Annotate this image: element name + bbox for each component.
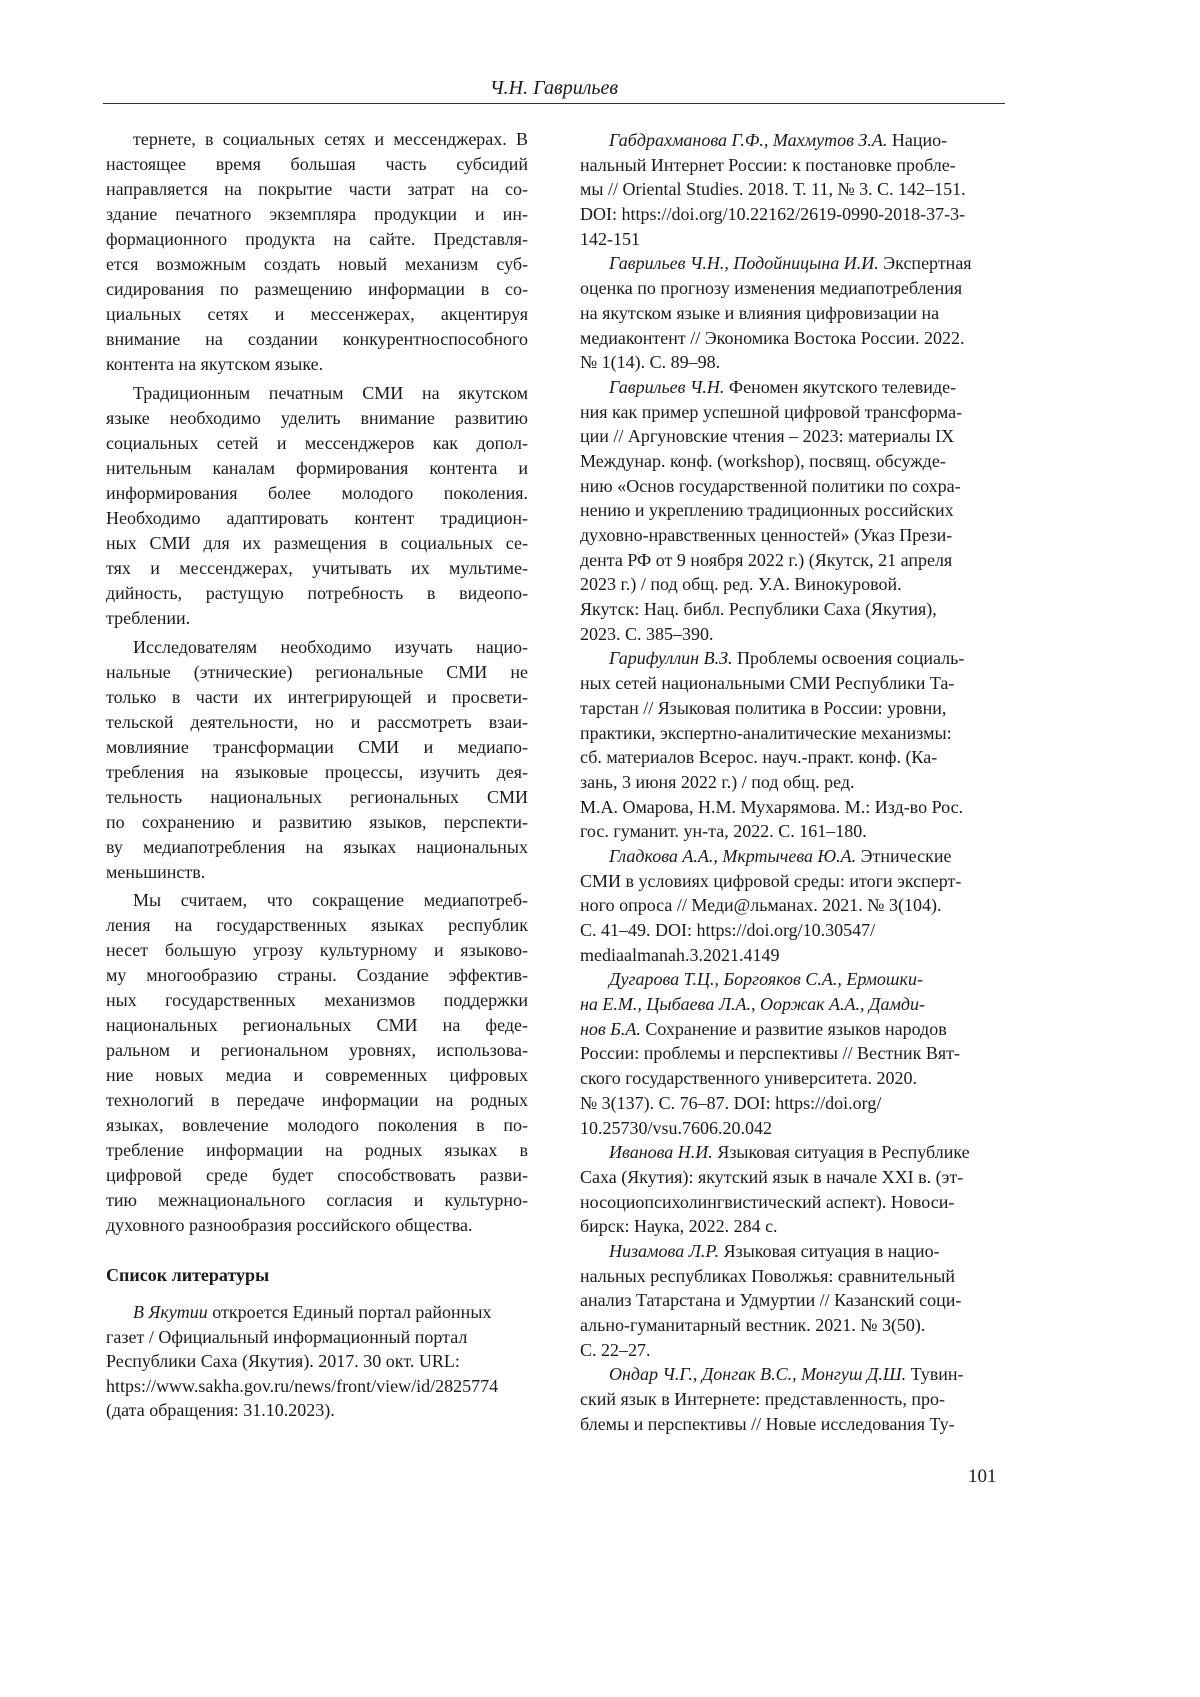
text-line: циальных сетях и мессенжерах, акцентируя (106, 302, 528, 327)
text-line: сидирования по размещению информации в со- (106, 277, 528, 302)
text-line: нальных республиках Поволжья: сравнительный (580, 1264, 1003, 1289)
text-line: нальный Интернет России: к постановке пробле- (580, 153, 1003, 178)
text-line: ние новых медиа и современных цифровых (106, 1063, 528, 1088)
text-line: России: проблемы и перспективы // Вестник Вят- (580, 1041, 1003, 1066)
text-line: Необходимо адаптировать контент традицион- (106, 506, 528, 531)
text-line: дента РФ от 9 ноября 2022 г.) (Якутск, 21 апреля (580, 548, 1003, 573)
reference-text: Этнические (856, 846, 951, 866)
text-line: по сохранению и развитию языков, перспекти- (106, 810, 528, 835)
text-line: только в части их интегрирующей и просвети- (106, 685, 528, 710)
text-line: тарстан // Языковая политика в России: уровни, (580, 696, 1003, 721)
text-line: Исследователям необходимо изучать нацио- (106, 635, 528, 660)
text-line: С. 41–49. DOI: https://doi.org/10.30547/ (580, 918, 1003, 943)
header-rule (103, 103, 1005, 104)
references-heading: Список литературы (106, 1263, 528, 1288)
running-head: Ч.Н. Гаврильев (103, 77, 1005, 100)
text-line: технологий в передаче информации на родных (106, 1088, 528, 1113)
text-line: тельность национальных региональных СМИ (106, 785, 528, 810)
text-line: ции // Аргуновские чтения – 2023: материалы IX (580, 424, 1003, 449)
author-names: нов Б.А. (580, 1019, 641, 1039)
text-line: на якутском языке и влияния цифровизации на (580, 301, 1003, 326)
text-line: мы // Oriental Studies. 2018. Т. 11, № 3. С. 142–151. (580, 177, 1003, 202)
reference-text: откроется Единый портал районных (208, 1302, 492, 1322)
reference-text: Нацио- (887, 130, 947, 150)
reference-text: Языковая ситуация в Республике (713, 1142, 970, 1162)
text-line: контента на якутском языке. (106, 352, 528, 377)
text-line: оценка по прогнозу изменения медиапотребления (580, 276, 1003, 301)
paragraph (106, 888, 528, 1238)
paragraph (106, 635, 528, 885)
reference-entry (580, 1239, 1003, 1362)
text-line: меньшинств. (106, 860, 528, 885)
text-line: С. 22–27. (580, 1338, 1003, 1363)
reference-text: Экспертная (879, 253, 972, 273)
text-line: 142-151 (580, 227, 1003, 252)
text-line (580, 128, 1003, 153)
text-line: духовного разнообразия российского общества. (106, 1213, 528, 1238)
body-text (106, 127, 528, 1238)
text-line: требления на языковые процессы, изучить дея- (106, 760, 528, 785)
text-line: № 1(14). С. 89–98. (580, 350, 1003, 375)
text-line: треблении. (106, 606, 528, 631)
text-line: языках, вовлечение молодого поколения в по- (106, 1113, 528, 1138)
text-line: (дата обращения: 31.10.2023). (106, 1398, 528, 1423)
text-line: тию межнационального согласия и культурно- (106, 1188, 528, 1213)
text-line: ния как пример успешной цифровой трансформа- (580, 400, 1003, 425)
text-line: ного опроса // Меди@льманах. 2021. № 3(104). (580, 893, 1003, 918)
text-line: Саха (Якутия): якутский язык в начале XXI в. (эт- (580, 1165, 1003, 1190)
text-line (106, 1300, 528, 1325)
text-line: языке необходимо уделить внимание развитию (106, 406, 528, 431)
author-names: на Е.М., Цыбаева Л.А., Ооржак А.А., Дамди- (580, 994, 925, 1014)
text-line: направляется на покрытие части затрат на со- (106, 177, 528, 202)
text-line: цифровой среде будет способствовать разви- (106, 1163, 528, 1188)
text-line: нению и укреплению традиционных российских (580, 498, 1003, 523)
reference-entry (580, 375, 1003, 647)
reference-list-left (106, 1300, 528, 1423)
text-line: ных СМИ для их размещения в социальных се- (106, 531, 528, 556)
text-line: гос. гуманит. ун-та, 2022. С. 161–180. (580, 819, 1003, 844)
text-line: настоящее время большая часть субсидий (106, 152, 528, 177)
text-line: нительным каналам формирования контента и (106, 456, 528, 481)
text-line: ского государственного университета. 2020. (580, 1066, 1003, 1091)
text-line: национальных региональных СМИ на феде- (106, 1013, 528, 1038)
text-line: бирск: Наука, 2022. 284 с. (580, 1214, 1003, 1239)
text-line: несет большую угрозу культурному и языково- (106, 938, 528, 963)
text-line: внимание на создании конкурентноспособного (106, 327, 528, 352)
text-line: ления на государственных языках республик (106, 913, 528, 938)
reference-text: Проблемы освоения социаль- (733, 648, 965, 668)
text-line: практики, экспертно-аналитические механизмы: (580, 721, 1003, 746)
page-number: 101 (968, 1466, 997, 1488)
reference-list-right (580, 128, 1003, 1436)
text-line: дийность, растущую потребность в видеопо- (106, 581, 528, 606)
text-line: му многообразию страны. Создание эффектив- (106, 963, 528, 988)
text-line: сб. материалов Всерос. науч.-практ. конф. (Ка- (580, 745, 1003, 770)
text-line: социальных сетей и мессенджеров как допол- (106, 431, 528, 456)
text-line: Мы считаем, что сокращение медиапотреб- (106, 888, 528, 913)
reference-entry (106, 1300, 528, 1423)
text-line: нальные (этнические) региональные СМИ не (106, 660, 528, 685)
text-line (580, 375, 1003, 400)
text-line: 2023. С. 385–390. (580, 622, 1003, 647)
text-line: Традиционным печатным СМИ на якутском (106, 381, 528, 406)
author-names: Гарифуллин В.З. (609, 648, 733, 668)
text-line: ально-гуманитарный вестник. 2021. № 3(50). (580, 1313, 1003, 1338)
text-line: ский язык в Интернете: представленность, про- (580, 1387, 1003, 1412)
paragraph (106, 127, 528, 377)
text-line: 2023 г.) / под общ. ред. У.А. Винокуровой. (580, 572, 1003, 597)
reference-entry (580, 844, 1003, 967)
text-line: ных государственных механизмов поддержки (106, 988, 528, 1013)
text-line (580, 251, 1003, 276)
author-names: Гладкова А.А., Мкртычева Ю.А. (609, 846, 856, 866)
author-names: Гаврильев Ч.Н. (609, 377, 724, 397)
text-line: тельской деятельности, но и рассмотреть взаи- (106, 710, 528, 735)
text-line: газет / Официальный информационный портал (106, 1325, 528, 1350)
text-line: блемы и перспективы // Новые исследования Ту- (580, 1412, 1003, 1437)
text-line: здание печатного экземпляра продукции и ин- (106, 202, 528, 227)
author-names: Габдрахманова Г.Ф., Махмутов З.А. (609, 130, 887, 150)
right-column (580, 128, 1003, 1436)
text-line: зань, 3 июня 2022 г.) / под общ. ред. (580, 770, 1003, 795)
text-line (580, 646, 1003, 671)
paragraph (106, 381, 528, 631)
text-line: тях и мессенджерах, учитывать их мультиме- (106, 556, 528, 581)
text-line (580, 1140, 1003, 1165)
text-line (580, 1017, 1003, 1042)
text-line: ральном и региональном уровнях, использова- (106, 1038, 528, 1063)
reference-entry (580, 967, 1003, 1140)
text-line: ется возможным создать новый механизм суб- (106, 252, 528, 277)
reference-text: Тувин- (906, 1364, 963, 1384)
reference-entry (580, 1140, 1003, 1239)
text-line: анализ Татарстана и Удмуртии // Казанский соци- (580, 1288, 1003, 1313)
text-line (580, 844, 1003, 869)
text-line: 10.25730/vsu.7606.20.042 (580, 1116, 1003, 1141)
text-line (580, 1239, 1003, 1264)
reference-text: Языковая ситуация в нацио- (719, 1241, 940, 1261)
text-line (580, 967, 1003, 992)
author-names: Ондар Ч.Г., Донгак В.С., Монгуш Д.Ш. (609, 1364, 906, 1384)
text-line: DOI: https://doi.org/10.22162/2619-0990-2018-37-3- (580, 202, 1003, 227)
text-line: нию «Основ государственной политики по сохра- (580, 474, 1003, 499)
text-line: формационного продукта на сайте. Представля- (106, 227, 528, 252)
text-line: носоциопсихолингвистический аспект). Новоси- (580, 1190, 1003, 1215)
left-column (106, 127, 528, 1427)
text-line: СМИ в условиях цифровой среды: итоги эксперт- (580, 869, 1003, 894)
text-line: духовно-нравственных ценностей» (Указ Прези- (580, 523, 1003, 548)
reference-entry (580, 128, 1003, 251)
text-line: № 3(137). С. 76–87. DOI: https://doi.org/ (580, 1091, 1003, 1116)
author-names: Дугарова Т.Ц., Боргояков С.А., Ермошки- (609, 969, 923, 989)
text-line: mediaalmanah.3.2021.4149 (580, 943, 1003, 968)
text-line: Междунар. конф. (workshop), посвящ. обсужде- (580, 449, 1003, 474)
reference-entry (580, 251, 1003, 374)
reference-entry (580, 646, 1003, 844)
author-names: Иванова Н.И. (609, 1142, 713, 1162)
text-line: https://www.sakha.gov.ru/news/front/view/id/2825774 (106, 1374, 528, 1399)
author-names: Гаврильев Ч.Н., Подойницына И.И. (609, 253, 879, 273)
text-line (580, 992, 1003, 1017)
reference-text: Феномен якутского телевиде- (724, 377, 956, 397)
text-line: мовлияние трансформации СМИ и медиапо- (106, 735, 528, 760)
text-line: медиаконтент // Экономика Востока России. 2022. (580, 326, 1003, 351)
author-names: Низамова Л.Р. (609, 1241, 719, 1261)
reference-entry (580, 1362, 1003, 1436)
text-line: тернете, в социальных сетях и мессенджерах. В (106, 127, 528, 152)
text-line: Якутск: Нац. библ. Республики Саха (Якутия), (580, 597, 1003, 622)
text-line: ных сетей национальными СМИ Республики Та- (580, 671, 1003, 696)
reference-text: Сохранение и развитие языков народов (641, 1019, 947, 1039)
text-line: ву медиапотребления на языках национальных (106, 835, 528, 860)
text-line: требление информации на родных языках в (106, 1138, 528, 1163)
text-line: информирования более молодого поколения. (106, 481, 528, 506)
text-line: Республики Саха (Якутия). 2017. 30 окт. URL: (106, 1349, 528, 1374)
text-line: М.А. Омарова, Н.М. Мухарямова. М.: Изд-во Рос. (580, 795, 1003, 820)
author-names: В Якутии (133, 1302, 208, 1322)
text-line (580, 1362, 1003, 1387)
